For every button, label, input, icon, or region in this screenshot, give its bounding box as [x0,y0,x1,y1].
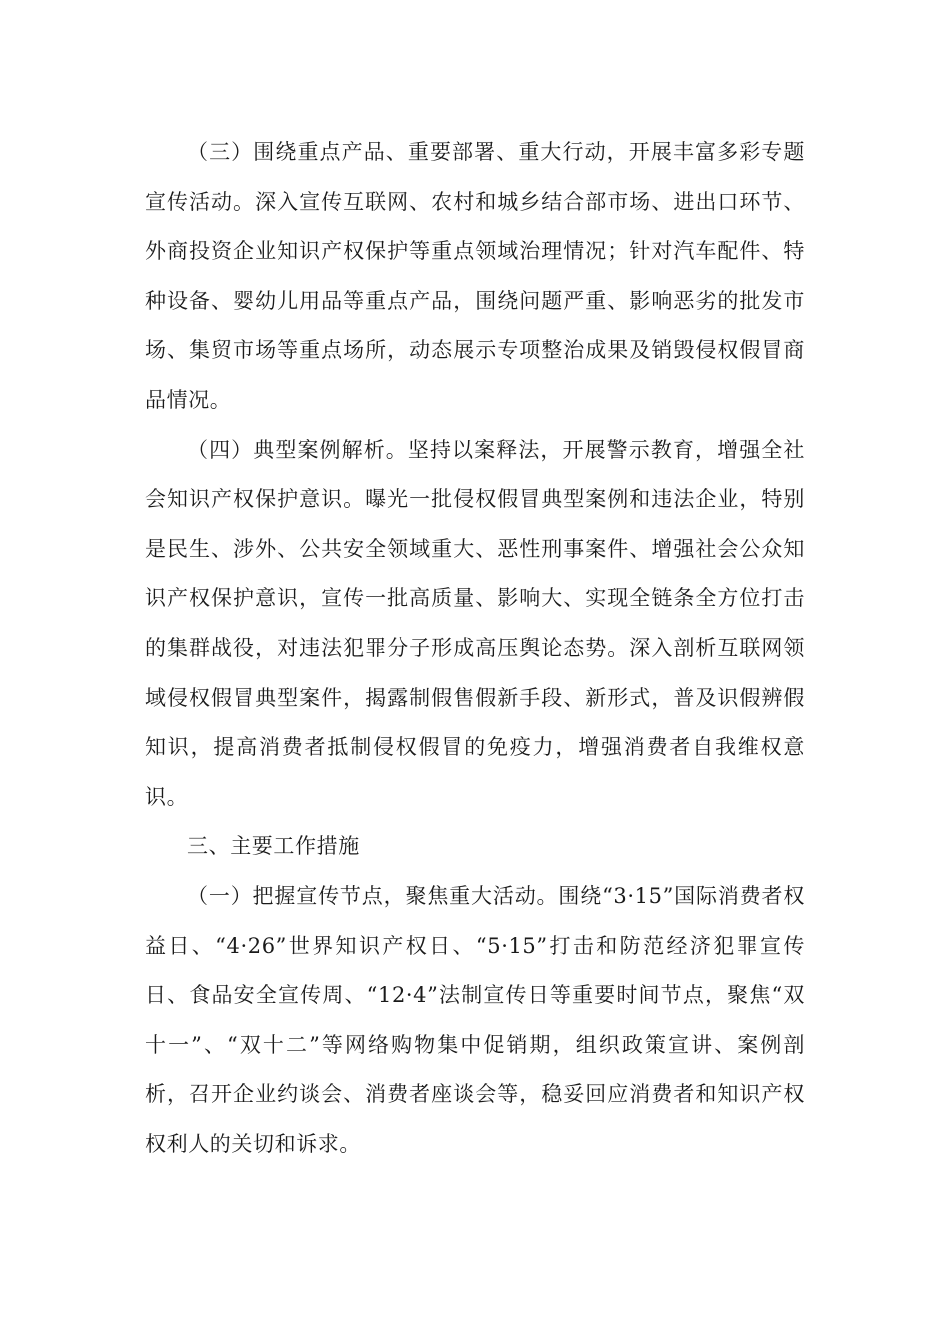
paragraph-key-products: （三）围绕重点产品、重要部署、重大行动，开展丰富多彩专题宣传活动。深入宣传互联网、农村和城乡结合部市场、进出口环节、外商投资企业知识产权保护等重点领域治理情况；针对汽车配件、特种设备、婴幼儿用品等重点产品，围绕问题严重、影响恶劣的批发市场、集贸市场等重点场所，动态展示专项整治成果及销毁侵权假冒商品情况。 [145,140,805,412]
document-body [145,128,805,1169]
section-heading: 三、主要工作措施 [187,834,360,859]
paragraph-publicity-nodes: （一）把握宣传节点，聚焦重大活动。围绕“3·15”国际消费者权益日、“4·26”世界知识产权日、“5·15”打击和防范经济犯罪宣传日、食品安全宣传周、“12·4”法制宣传日等重要时间节点，聚焦“双十一”、“双十二”等网络购物集中促销期，组织政策宣讲、案例剖析，召开企业约谈会、消费者座谈会等，稳妥回应消费者和知识产权权利人的关切和诉求。 [145,883,805,1156]
paragraph-case-analysis: （四）典型案例解析。坚持以案释法，开展警示教育，增强全社会知识产权保护意识。曝光一批侵权假冒典型案例和违法企业，特别是民生、涉外、公共安全领域重大、恶性刑事案件、增强社会公众知识产权保护意识，宣传一批高质量、影响大、实现全链条全方位打击的集群战役，对违法犯罪分子形成高压舆论态势。深入剖析互联网领域侵权假冒典型案件，揭露制假售假新手段、新形式，普及识假辨假知识，提高消费者抵制侵权假冒的免疫力，增强消费者自我维权意识。 [145,437,805,809]
